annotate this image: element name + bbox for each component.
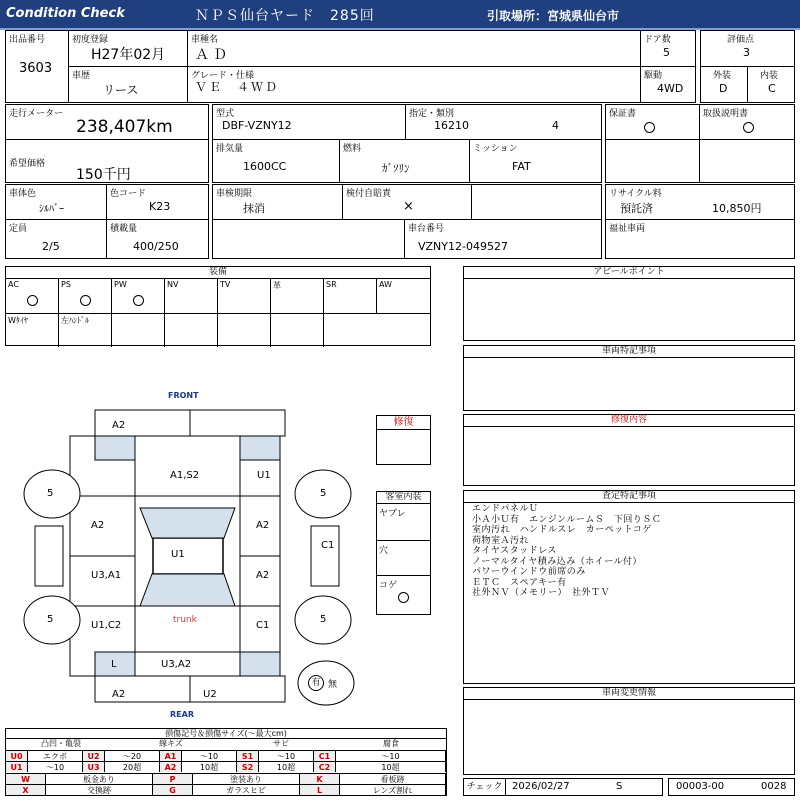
chassis-label: 車台番号 [408, 224, 445, 234]
equipment-item [59, 314, 112, 347]
legend-code: L [300, 784, 340, 795]
legend-code: P [153, 773, 193, 784]
repair-detail-section [463, 414, 795, 486]
doors-cell [640, 30, 696, 67]
spec-number: 16210 [434, 119, 469, 132]
inspection-notes [472, 504, 661, 599]
legend-group: 線キズ [159, 739, 183, 748]
front-label: FRONT [168, 391, 199, 400]
legend-desc: 20超 [105, 761, 160, 772]
check-cell [463, 778, 663, 796]
color-code-label: 色コード [110, 189, 147, 199]
damage-rl-quarter: U1,C2 [91, 620, 122, 631]
repair-box [376, 415, 431, 465]
body-color: ｼﾙﾊﾞｰ [39, 204, 64, 215]
model-label: 車種名 [191, 35, 219, 45]
legend-desc: ～10 [182, 750, 237, 761]
trunk-label: trunk [173, 615, 197, 625]
legend-code: C1 [314, 750, 336, 761]
blank-cell-1 [605, 139, 700, 183]
equipment-item-label: Wﾀｲﾔ [8, 316, 28, 325]
type-label: 型式 [216, 109, 235, 119]
drive-label: 駆動 [644, 71, 663, 81]
equipment-item [112, 314, 165, 347]
legend-code: S1 [237, 750, 259, 761]
equipment-item [165, 279, 218, 314]
legend-desc: 看板跡 [340, 773, 446, 784]
equipment-item-label: 革 [273, 281, 281, 290]
equipped-mark-icon [133, 295, 144, 306]
brand-title: Condition Check [6, 6, 125, 21]
exterior-cell [700, 66, 748, 103]
blank-cell-2 [699, 139, 795, 183]
legend-desc: 交換跡 [46, 784, 153, 795]
model-name: ＡＤ [195, 47, 231, 63]
tire-rr: 5 [320, 614, 327, 625]
capacity: 2/5 [42, 240, 60, 253]
color-code: K23 [149, 200, 171, 213]
damage-hood-top: A2 [112, 420, 126, 431]
fuel-cell [339, 139, 470, 183]
legend-desc: 塗装あり [193, 773, 300, 784]
damage-roof-front: A1,S2 [170, 470, 200, 481]
class-number: 4 [552, 119, 559, 132]
inspection-note: タイヤスタッドレス [472, 546, 557, 556]
repair-title: 修復 [377, 416, 430, 430]
equipment-item [377, 279, 430, 314]
first-reg-cell [68, 30, 188, 67]
manual-label: 取扱説明書 [703, 109, 749, 119]
displacement-cell [212, 139, 340, 183]
check-date: 2026/02/27 [512, 781, 570, 792]
damage-bumper-left: A2 [112, 689, 126, 700]
legend-desc: 10超 [182, 761, 237, 772]
blank-cell-4 [212, 219, 405, 259]
interior-item-burn [377, 576, 430, 614]
equipped-mark-icon [27, 295, 38, 306]
fuel: ｶﾞｿﾘﾝ [382, 162, 410, 175]
lot-number-label: 出品番号 [9, 35, 46, 45]
equipment-item [271, 279, 324, 314]
price: 150千円 [76, 167, 131, 183]
odometer-label: 走行メーター [9, 109, 64, 119]
appeal-title: アピールポイント [464, 267, 794, 279]
legend-group: 凸凹・亀裂 [41, 739, 81, 748]
legend-desc: ガラスヒビ [193, 784, 300, 795]
inspection-note: ＥＴＣ スペアキー有 [472, 577, 567, 588]
interior-item-hole-label: 穴 [379, 546, 389, 556]
damage-rear-mid: U3,A2 [161, 659, 192, 670]
legend-group: 腐食 [383, 739, 399, 748]
interior-grade: C [768, 82, 776, 95]
inspection-cell [212, 184, 343, 220]
drive: 4WD [657, 82, 684, 95]
equipment-panel [5, 266, 431, 346]
legend-code: S2 [237, 761, 259, 772]
grade: ＶＥ ４ＷＤ [195, 80, 280, 94]
equipment-item [324, 279, 377, 314]
tire-rl: 5 [47, 614, 54, 625]
warranty-mark-icon [644, 122, 655, 133]
rear-label: REAR [170, 710, 194, 719]
damage-right-side: C1 [321, 540, 335, 551]
notes-title: 車両特記事項 [464, 346, 794, 358]
grade-cell [187, 66, 641, 103]
load-cell [106, 219, 209, 259]
history-label: 車歴 [72, 71, 91, 81]
damage-fl-door: A2 [91, 520, 105, 531]
equipped-mark-icon [80, 295, 91, 306]
chassis-cell [404, 219, 602, 259]
inspection-note: 小Ａ小Ｕ有 エンジンルームＳ 下回りＳＣ [472, 514, 662, 525]
legend-code: U2 [83, 750, 105, 761]
equipment-item-label: SR [326, 280, 337, 289]
welfare-cell [605, 219, 795, 259]
fuel-label: 燃料 [343, 144, 362, 154]
damage-rl-door: U3,A1 [91, 570, 122, 581]
code-cell [668, 778, 795, 796]
inspection-note: 社外ＮＶ（メモリー） 社外ＴＶ [472, 588, 611, 598]
inspection-section [463, 490, 795, 684]
type-cell [212, 104, 406, 140]
damage-rr-quarter: C1 [256, 620, 270, 631]
legend-code: K [300, 773, 340, 784]
interior-label: 内装 [760, 71, 779, 81]
load-capacity: 400/250 [133, 240, 179, 253]
legend-desc: 板金あり [46, 773, 153, 784]
equipment-item-label: AW [379, 280, 392, 289]
interior-item-tear [377, 504, 430, 541]
appeal-section [463, 266, 795, 341]
changes-section [463, 687, 795, 775]
score-cell [700, 30, 795, 67]
equipment-item-label: AC [8, 280, 19, 289]
recycle-status: 預託済 [620, 202, 653, 215]
inspection-expiry: 抹消 [243, 202, 265, 215]
legend-desc: レンズ割れ [340, 784, 446, 795]
equipment-item [112, 279, 165, 314]
exterior-label: 外装 [713, 71, 732, 81]
legend-code: A1 [160, 750, 182, 761]
capacity-cell [5, 219, 107, 259]
check-label: チェック [464, 779, 506, 795]
color-code-cell [106, 184, 209, 220]
lot-number: 3603 [19, 61, 53, 76]
car-diagram [0, 400, 370, 710]
equipment-item-label: PS [61, 280, 71, 289]
equipment-item-label: 左ﾊﾝﾄﾞﾙ [61, 316, 89, 325]
mission-cell [469, 139, 602, 183]
history: リース [103, 83, 139, 97]
color-cell [5, 184, 107, 220]
damage-bumper-right: U2 [203, 689, 217, 700]
score: 3 [743, 46, 750, 59]
chassis-number: VZNY12-049527 [418, 240, 508, 253]
doors: 5 [663, 46, 670, 59]
odometer-cell [5, 104, 209, 140]
price-label: 希望価格 [9, 159, 46, 169]
interior-item-hole [377, 541, 430, 576]
history-cell [68, 66, 188, 103]
code-2: 0028 [761, 781, 787, 792]
check-s: S [616, 781, 623, 792]
legend-desc: エクボ [28, 750, 83, 761]
equipment-item [218, 314, 271, 347]
odometer: 238,407km [76, 117, 173, 137]
inspection-note: ノーマルタイヤ積み込み（ホイール付） [472, 556, 643, 567]
first-reg: H27年02月 [91, 47, 166, 63]
spare-no-label: 無 [328, 680, 338, 690]
equipment-item [218, 279, 271, 314]
tire-fr: 5 [320, 488, 327, 499]
welfare-label: 福祉車両 [609, 224, 646, 234]
equipment-item [59, 279, 112, 314]
equipment-item [271, 314, 324, 347]
liability: × [403, 199, 414, 214]
equipment-item [6, 314, 59, 347]
spec-cell [405, 104, 602, 140]
drive-cell [640, 66, 696, 103]
burn-mark-icon [398, 592, 409, 603]
inspection-note: エンドパネルＵ [472, 504, 539, 514]
pickup-location: 引取場所：宮城県仙台市 [487, 9, 620, 23]
changes-title: 車両変更情報 [464, 688, 794, 700]
legend-desc: 10超 [336, 761, 446, 772]
price-cell [5, 139, 209, 183]
damage-rear-left: L [111, 659, 117, 670]
legend-code: C2 [314, 761, 336, 772]
legend-code: X [6, 784, 46, 795]
liability-cell [342, 184, 472, 220]
manual-mark-icon [743, 122, 754, 133]
recycle-label: リサイクル料 [609, 189, 662, 199]
legend-code: A2 [160, 761, 182, 772]
score-label: 評価点 [727, 35, 755, 45]
legend-code: U3 [83, 761, 105, 772]
grade-label: グレード・仕様 [191, 71, 255, 81]
manual-cell [699, 104, 795, 140]
tire-fl: 5 [47, 488, 54, 499]
repair-detail-title: 修復内容 [464, 415, 794, 427]
type: DBF-VZNY12 [222, 119, 292, 132]
damage-roof: U1 [171, 549, 185, 560]
legend-desc: ～10 [259, 750, 314, 761]
interior-status-title: 客室内装 [377, 492, 430, 504]
legend-desc: 10超 [259, 761, 314, 772]
equipment-item-label: NV [167, 280, 179, 289]
equipment-item-label: PW [114, 280, 127, 289]
recycle-cell [605, 184, 795, 220]
interior-item-tear-label: ヤブレ [379, 509, 406, 519]
liability-label: 検付自賠責 [346, 189, 392, 199]
damage-legend [5, 728, 447, 796]
blank-cell-3 [471, 184, 602, 220]
mission-label: ミッション [473, 144, 518, 154]
load-label: 積載量 [110, 224, 138, 234]
displacement-label: 排気量 [216, 144, 244, 154]
doors-label: ドア数 [644, 35, 671, 45]
legend-code: U0 [6, 750, 28, 761]
lot-number-cell [5, 30, 69, 103]
inspection-note: パワーウインドウ前席のみ [472, 567, 586, 577]
mission: FAT [512, 160, 531, 173]
capacity-label: 定員 [9, 224, 28, 234]
code-1: 00003-00 [676, 781, 725, 792]
interior-cell [747, 66, 795, 103]
recycle-fee: 10,850円 [712, 202, 762, 215]
legend-desc: ～10 [28, 761, 83, 772]
inspection-label: 車検期限 [216, 189, 253, 199]
displacement: 1600CC [243, 160, 287, 173]
exterior-grade: D [719, 82, 728, 95]
equipment-title: 装備 [6, 267, 430, 279]
model-cell [187, 30, 641, 67]
spare-yes-mark: 有 [308, 675, 324, 691]
legend-code: G [153, 784, 193, 795]
first-reg-label: 初度登録 [72, 35, 109, 45]
legend-code: W [6, 773, 46, 784]
color-label: 車体色 [9, 189, 37, 199]
damage-fr-door: A2 [256, 520, 270, 531]
interior-status-box [376, 491, 431, 615]
inspection-note: 室内汚れ ハンドルスレ カーペットコゲ [472, 525, 652, 535]
notes-section [463, 345, 795, 411]
legend-desc: ～10 [336, 750, 446, 761]
equipment-item [165, 314, 218, 347]
header-bar [0, 0, 800, 28]
legend-title: 損傷記号＆損傷サイズ(～最大cm) [6, 729, 446, 739]
warranty-label: 保証書 [609, 109, 637, 119]
inspection-note: 荷物室Ａ汚れ [472, 535, 530, 546]
equipment-item [6, 279, 59, 314]
damage-rr-door: A2 [256, 570, 270, 581]
spec-label: 指定・類別 [409, 109, 455, 119]
warranty-cell [605, 104, 700, 140]
interior-item-burn-label: コゲ [379, 581, 398, 591]
legend-code: U1 [6, 761, 28, 772]
auction-title: ＮＰＳ仙台ヤード 285回 [195, 8, 375, 24]
equipment-item-label: TV [220, 280, 231, 289]
legend-desc: ～20 [105, 750, 160, 761]
legend-group: サビ [273, 739, 289, 748]
damage-fr-fender: U1 [257, 470, 271, 481]
inspection-title: 査定特記事項 [464, 491, 794, 503]
